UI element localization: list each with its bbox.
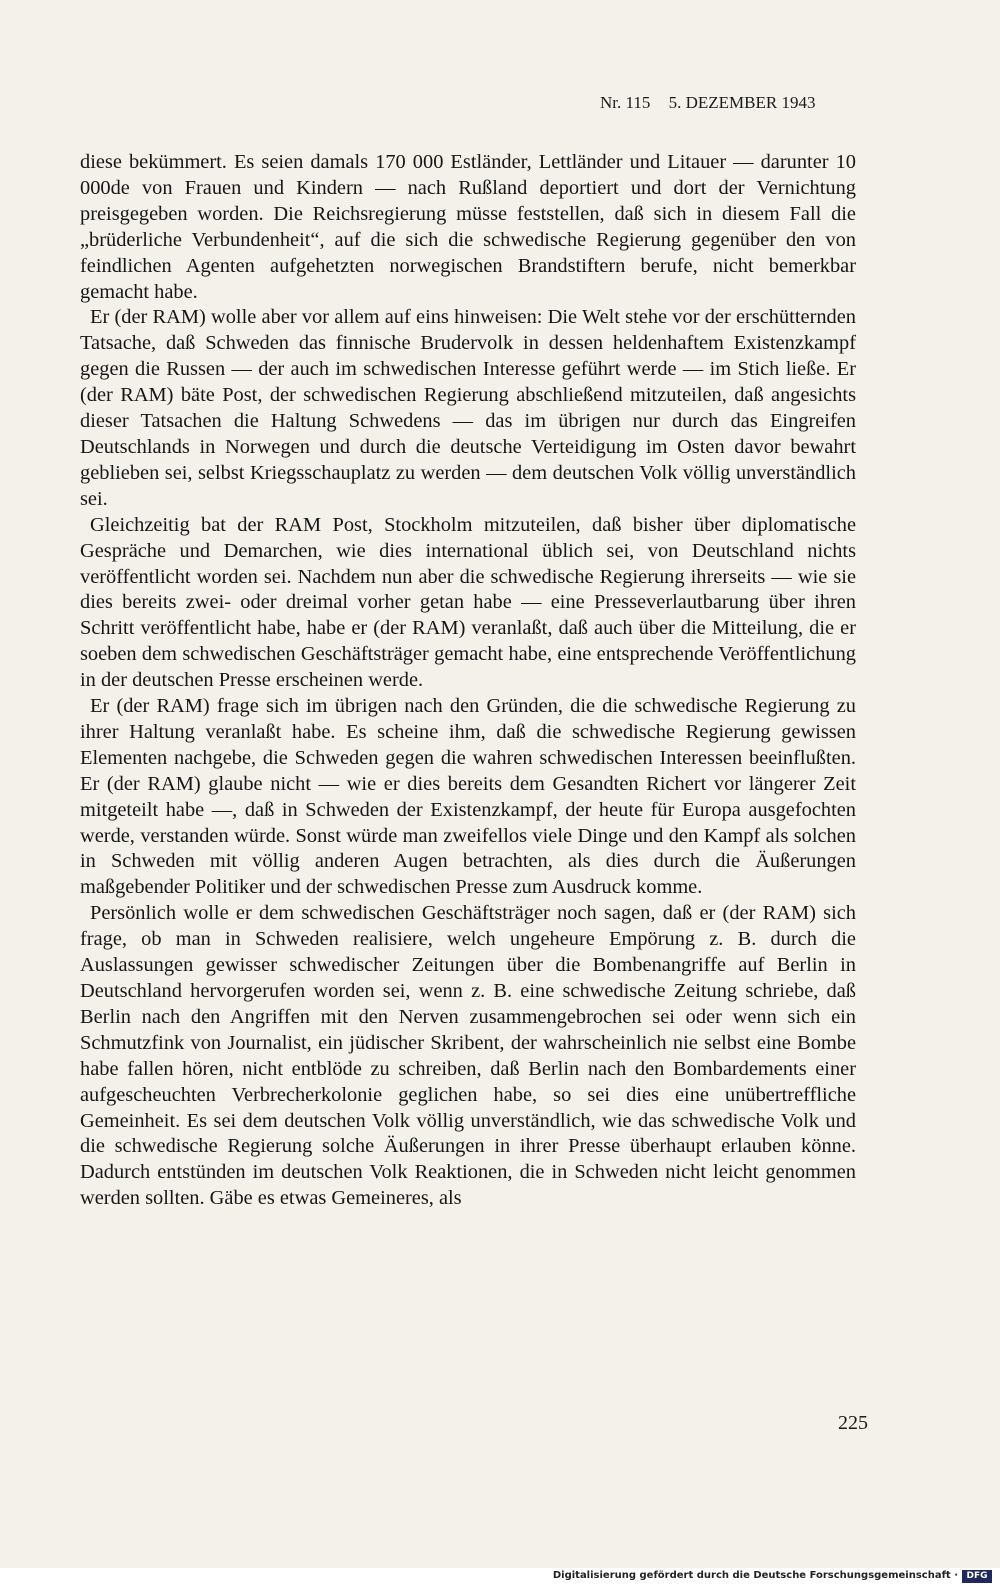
paragraph: Er (der RAM) frage sich im übrigen nach den Gründen, die die schwedische Regierung zu ihrer Haltung veranlaßt habe. Es scheine ihm, daß die schwedische Regierung gewissen Elementen nachgebe, die Schweden gegen die wahren schwedischen Interessen beeinflußten. Er (der RAM) glaube nicht — wie er dies bereits dem Gesandten Richert vor längerer Zeit mitgeteilt habe —, daß in Schweden der Existenzkampf, der heute für Europa ausgefochten werde, verstanden würde. Sonst würde man zweifellos viele Dinge und den Kampf als solchen in Schweden mit völlig anderen Augen betrachten, als dies durch die Äußerungen maßgebender Politiker und der schwedischen Presse zum Ausdruck komme.	[80, 695, 856, 899]
document-date: 5. DEZEMBER 1943	[668, 93, 816, 112]
paragraph: Gleichzeitig bat der RAM Post, Stockholm mitzuteilen, daß bisher über diplomatische Gespräche und Demarchen, wie dies international üblich sei, von Deutschland nichts veröffentlicht worden sei. Nachdem nun aber die schwedische Regierung ihrerseits — wie sie dies bereits zwei- oder dreimal vorher getan habe — eine Presseverlautbarung über ihren Schritt veröffentlicht habe, habe er (der RAM) veranlaßt, daß auch über die Mitteilung, die er soeben dem schwedischen Geschäftsträger gemacht habe, eine entsprechende Veröffentlichung in der deutschen Presse erscheinen werde.	[80, 513, 856, 692]
page-number: 225	[838, 1412, 868, 1434]
dfg-logo: DFG	[962, 1570, 992, 1583]
funding-note: Digitalisierung gefördert durch die Deutsche Forschungsgemeinschaft ·	[552, 1570, 958, 1581]
paragraph: Er (der RAM) wolle aber vor allem auf eins hinweisen: Die Welt stehe vor der erschütternden Tatsache, daß Schweden das finnische Brudervolk in dessen heldenhaftem Existenzkampf gegen die Russen — der auch im schwedischen Interesse geführt werde — im Stich ließe. Er (der RAM) bäte Post, der schwedischen Regierung abschließend mitzuteilen, daß angesichts dieser Tatsachen die Haltung Schwedens — das im übrigen nur durch das Eingreifen Deutschlands in Norwegen und durch die deutsche Verteidigung im Osten davor bewahrt geblieben sei, selbst Kriegsschauplatz zu werden — dem deutschen Volk völlig unverständlich sei.	[80, 306, 856, 510]
paragraph: Persönlich wolle er dem schwedischen Geschäftsträger noch sagen, daß er (der RAM) sich frage, ob man in Schweden realisiere, welch ungeheure Empörung z. B. durch die Auslassungen gewisser schwedischer Zeitungen über die Bombenangriffe auf Berlin in Deutschland hervorgerufen worden sei, wenn z. B. eine schwedische Zeitung schriebe, daß Berlin nach den Angriffen mit den Nerven zusammengebrochen sei oder wenn sich ein Schmutzfink von Journalist, ein jüdischer Skribent, der wahrscheinlich nie selbst eine Bombe habe fallen hören, nicht entblöde zu schreiben, daß Berlin nach den Bombardements einer aufgescheuchten Verbrecherkolonie geglichen habe, so sei dies eine unübertreffliche Gemeinheit. Es sei dem deutschen Volk völlig unverständlich, wie das schwedische Volk und die schwedische Regierung solche Äußerungen in ihrer Presse überhaupt erlauben könne. Dadurch entstünden im deutschen Volk Reaktionen, die in Schweden nicht leicht genommen werden sollten. Gäbe es etwas Gemeineres, als	[80, 902, 856, 1210]
paragraph: diese bekümmert. Es seien damals 170 000 Estländer, Lettländer und Litauer — darunter 10 000de von Frauen und Kindern — nach Rußland deportiert und dort der Vernichtung preisgegeben worden. Die Reichsregierung müsse feststellen, daß sich in diesem Fall die „brüderliche Verbundenheit“, auf die sich die schwedische Regierung gegenüber den von feindlichen Agenten aufgehetzten norwegischen Brandstiftern berufe, nicht bemerkbar gemacht habe.	[80, 151, 856, 303]
footer-bar	[0, 1568, 1000, 1586]
document-number: Nr. 115	[600, 93, 651, 112]
body-text	[80, 150, 856, 1212]
page-header	[600, 93, 860, 113]
